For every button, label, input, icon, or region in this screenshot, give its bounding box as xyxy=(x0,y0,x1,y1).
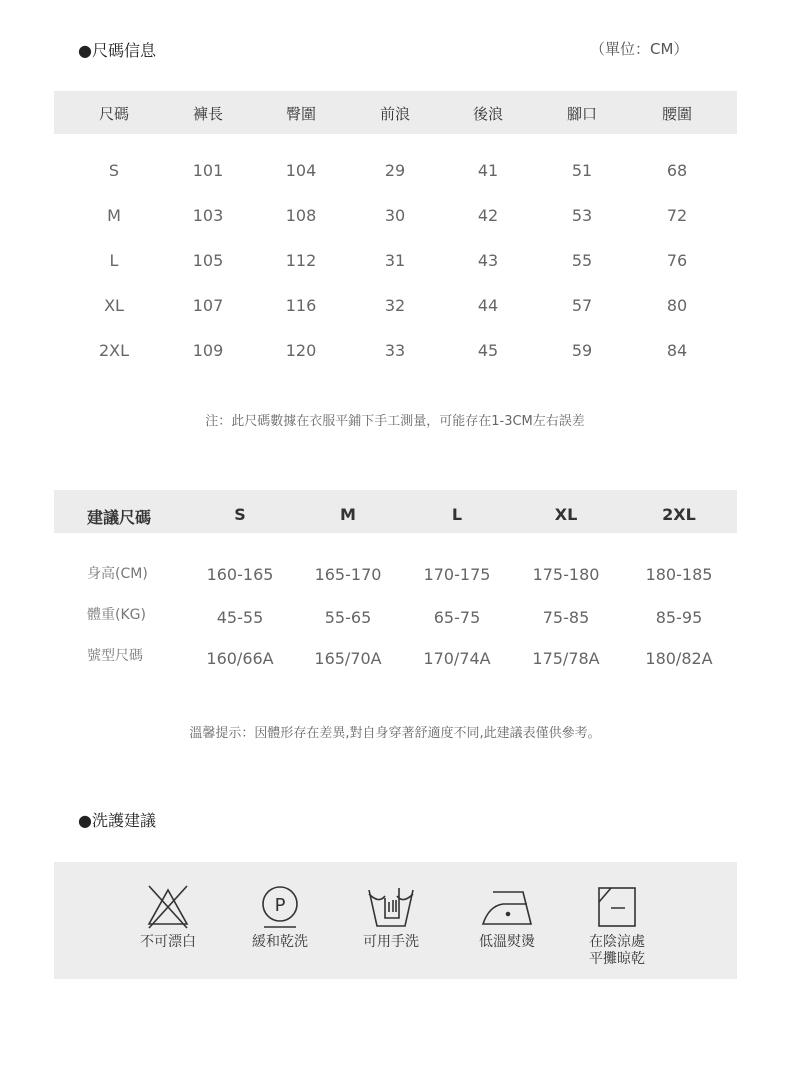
no-bleach-icon xyxy=(143,884,193,930)
recommend-cell: 175-180 xyxy=(532,565,600,584)
size-col-header: 腰圍 xyxy=(661,105,693,123)
care-label: 在陰涼處 平攤晾乾 xyxy=(589,934,645,967)
size-cell: 104 xyxy=(285,161,317,180)
recommend-row-label: 號型尺碼 xyxy=(87,648,143,664)
recommend-cell: 75-85 xyxy=(542,608,590,627)
hand-wash-icon xyxy=(365,884,417,930)
recommend-cell: 160-165 xyxy=(206,565,274,584)
care-label: 不可漂白 xyxy=(140,934,196,950)
size-cell: L xyxy=(109,251,119,270)
size-cell: 41 xyxy=(477,161,499,180)
size-cell: 29 xyxy=(384,161,406,180)
size-cell: 76 xyxy=(666,251,688,270)
size-cell: 112 xyxy=(285,251,317,270)
size-cell: 109 xyxy=(192,341,224,360)
recommend-cell: 170/74A xyxy=(423,649,491,668)
size-cell: 2XL xyxy=(98,341,130,360)
recommend-cell: 180-185 xyxy=(645,565,713,584)
recommend-cell: 55-65 xyxy=(324,608,372,627)
size-cell: 107 xyxy=(192,296,224,315)
recommend-row-label: 身高(CM) xyxy=(87,566,148,582)
svg-text:P: P xyxy=(274,895,286,916)
size-cell: 53 xyxy=(571,206,593,225)
size-cell: 32 xyxy=(384,296,406,315)
size-cell: S xyxy=(108,161,120,180)
size-cell: 80 xyxy=(666,296,688,315)
size-cell: 44 xyxy=(477,296,499,315)
size-cell: 101 xyxy=(192,161,224,180)
unit-label: （單位：CM） xyxy=(590,40,689,58)
size-col-header: 尺碼 xyxy=(98,105,130,123)
size-cell: 68 xyxy=(666,161,688,180)
size-note: 注：此尺碼數據在衣服平鋪下手工測量，可能存在1-3CM左右誤差 xyxy=(205,414,585,429)
size-cell: 30 xyxy=(384,206,406,225)
dry-flat-shade-icon xyxy=(595,884,639,930)
recommend-col-header: 2XL xyxy=(662,505,696,524)
size-col-header: 前浪 xyxy=(379,105,411,123)
recommend-cell: 170-175 xyxy=(423,565,491,584)
recommend-col-header: M xyxy=(340,505,356,524)
size-cell: 84 xyxy=(666,341,688,360)
size-cell: 59 xyxy=(571,341,593,360)
size-cell: 116 xyxy=(285,296,317,315)
size-cell: 120 xyxy=(285,341,317,360)
care-title: ●洗護建議 xyxy=(78,811,156,830)
size-cell: 57 xyxy=(571,296,593,315)
size-cell: 72 xyxy=(666,206,688,225)
care-label: 緩和乾洗 xyxy=(252,934,308,950)
recommend-cell: 85-95 xyxy=(655,608,703,627)
recommend-col-header: L xyxy=(451,505,463,524)
care-label: 低溫熨燙 xyxy=(479,934,535,950)
size-col-header: 腳口 xyxy=(566,105,598,123)
size-cell: 103 xyxy=(192,206,224,225)
size-cell: 105 xyxy=(192,251,224,270)
recommend-cell: 165-170 xyxy=(314,565,382,584)
care-label: 可用手洗 xyxy=(363,934,419,950)
size-cell: 55 xyxy=(571,251,593,270)
size-cell: 108 xyxy=(285,206,317,225)
size-cell: 31 xyxy=(384,251,406,270)
recommend-cell: 180/82A xyxy=(645,649,713,668)
recommend-cell: 175/78A xyxy=(532,649,600,668)
size-col-header: 褲長 xyxy=(192,105,224,123)
size-cell: 33 xyxy=(384,341,406,360)
size-cell: M xyxy=(107,206,121,225)
recommend-table-header xyxy=(54,490,737,533)
low-iron-icon xyxy=(479,884,535,930)
recommend-cell: 165/70A xyxy=(314,649,382,668)
care-panel xyxy=(54,862,737,979)
size-col-header: 臀圍 xyxy=(285,105,317,123)
dry-clean-icon xyxy=(258,884,302,930)
size-cell: 42 xyxy=(477,206,499,225)
recommend-col-header: XL xyxy=(554,505,578,524)
recommend-cell: 65-75 xyxy=(433,608,481,627)
size-cell: XL xyxy=(104,296,124,315)
recommend-cell: 160/66A xyxy=(206,649,274,668)
recommend-col-header: 建議尺碼 xyxy=(87,508,152,527)
size-cell: 51 xyxy=(571,161,593,180)
size-cell: 43 xyxy=(477,251,499,270)
tip-text: 溫馨提示：因體形存在差異,對自身穿著舒適度不同,此建議表僅供參考。 xyxy=(189,726,601,741)
recommend-row-label: 體重(KG) xyxy=(87,607,146,623)
size-info-title: ●尺碼信息 xyxy=(78,41,156,60)
size-col-header: 後浪 xyxy=(472,105,504,123)
recommend-col-header: S xyxy=(234,505,246,524)
recommend-cell: 45-55 xyxy=(216,608,264,627)
size-cell: 45 xyxy=(477,341,499,360)
